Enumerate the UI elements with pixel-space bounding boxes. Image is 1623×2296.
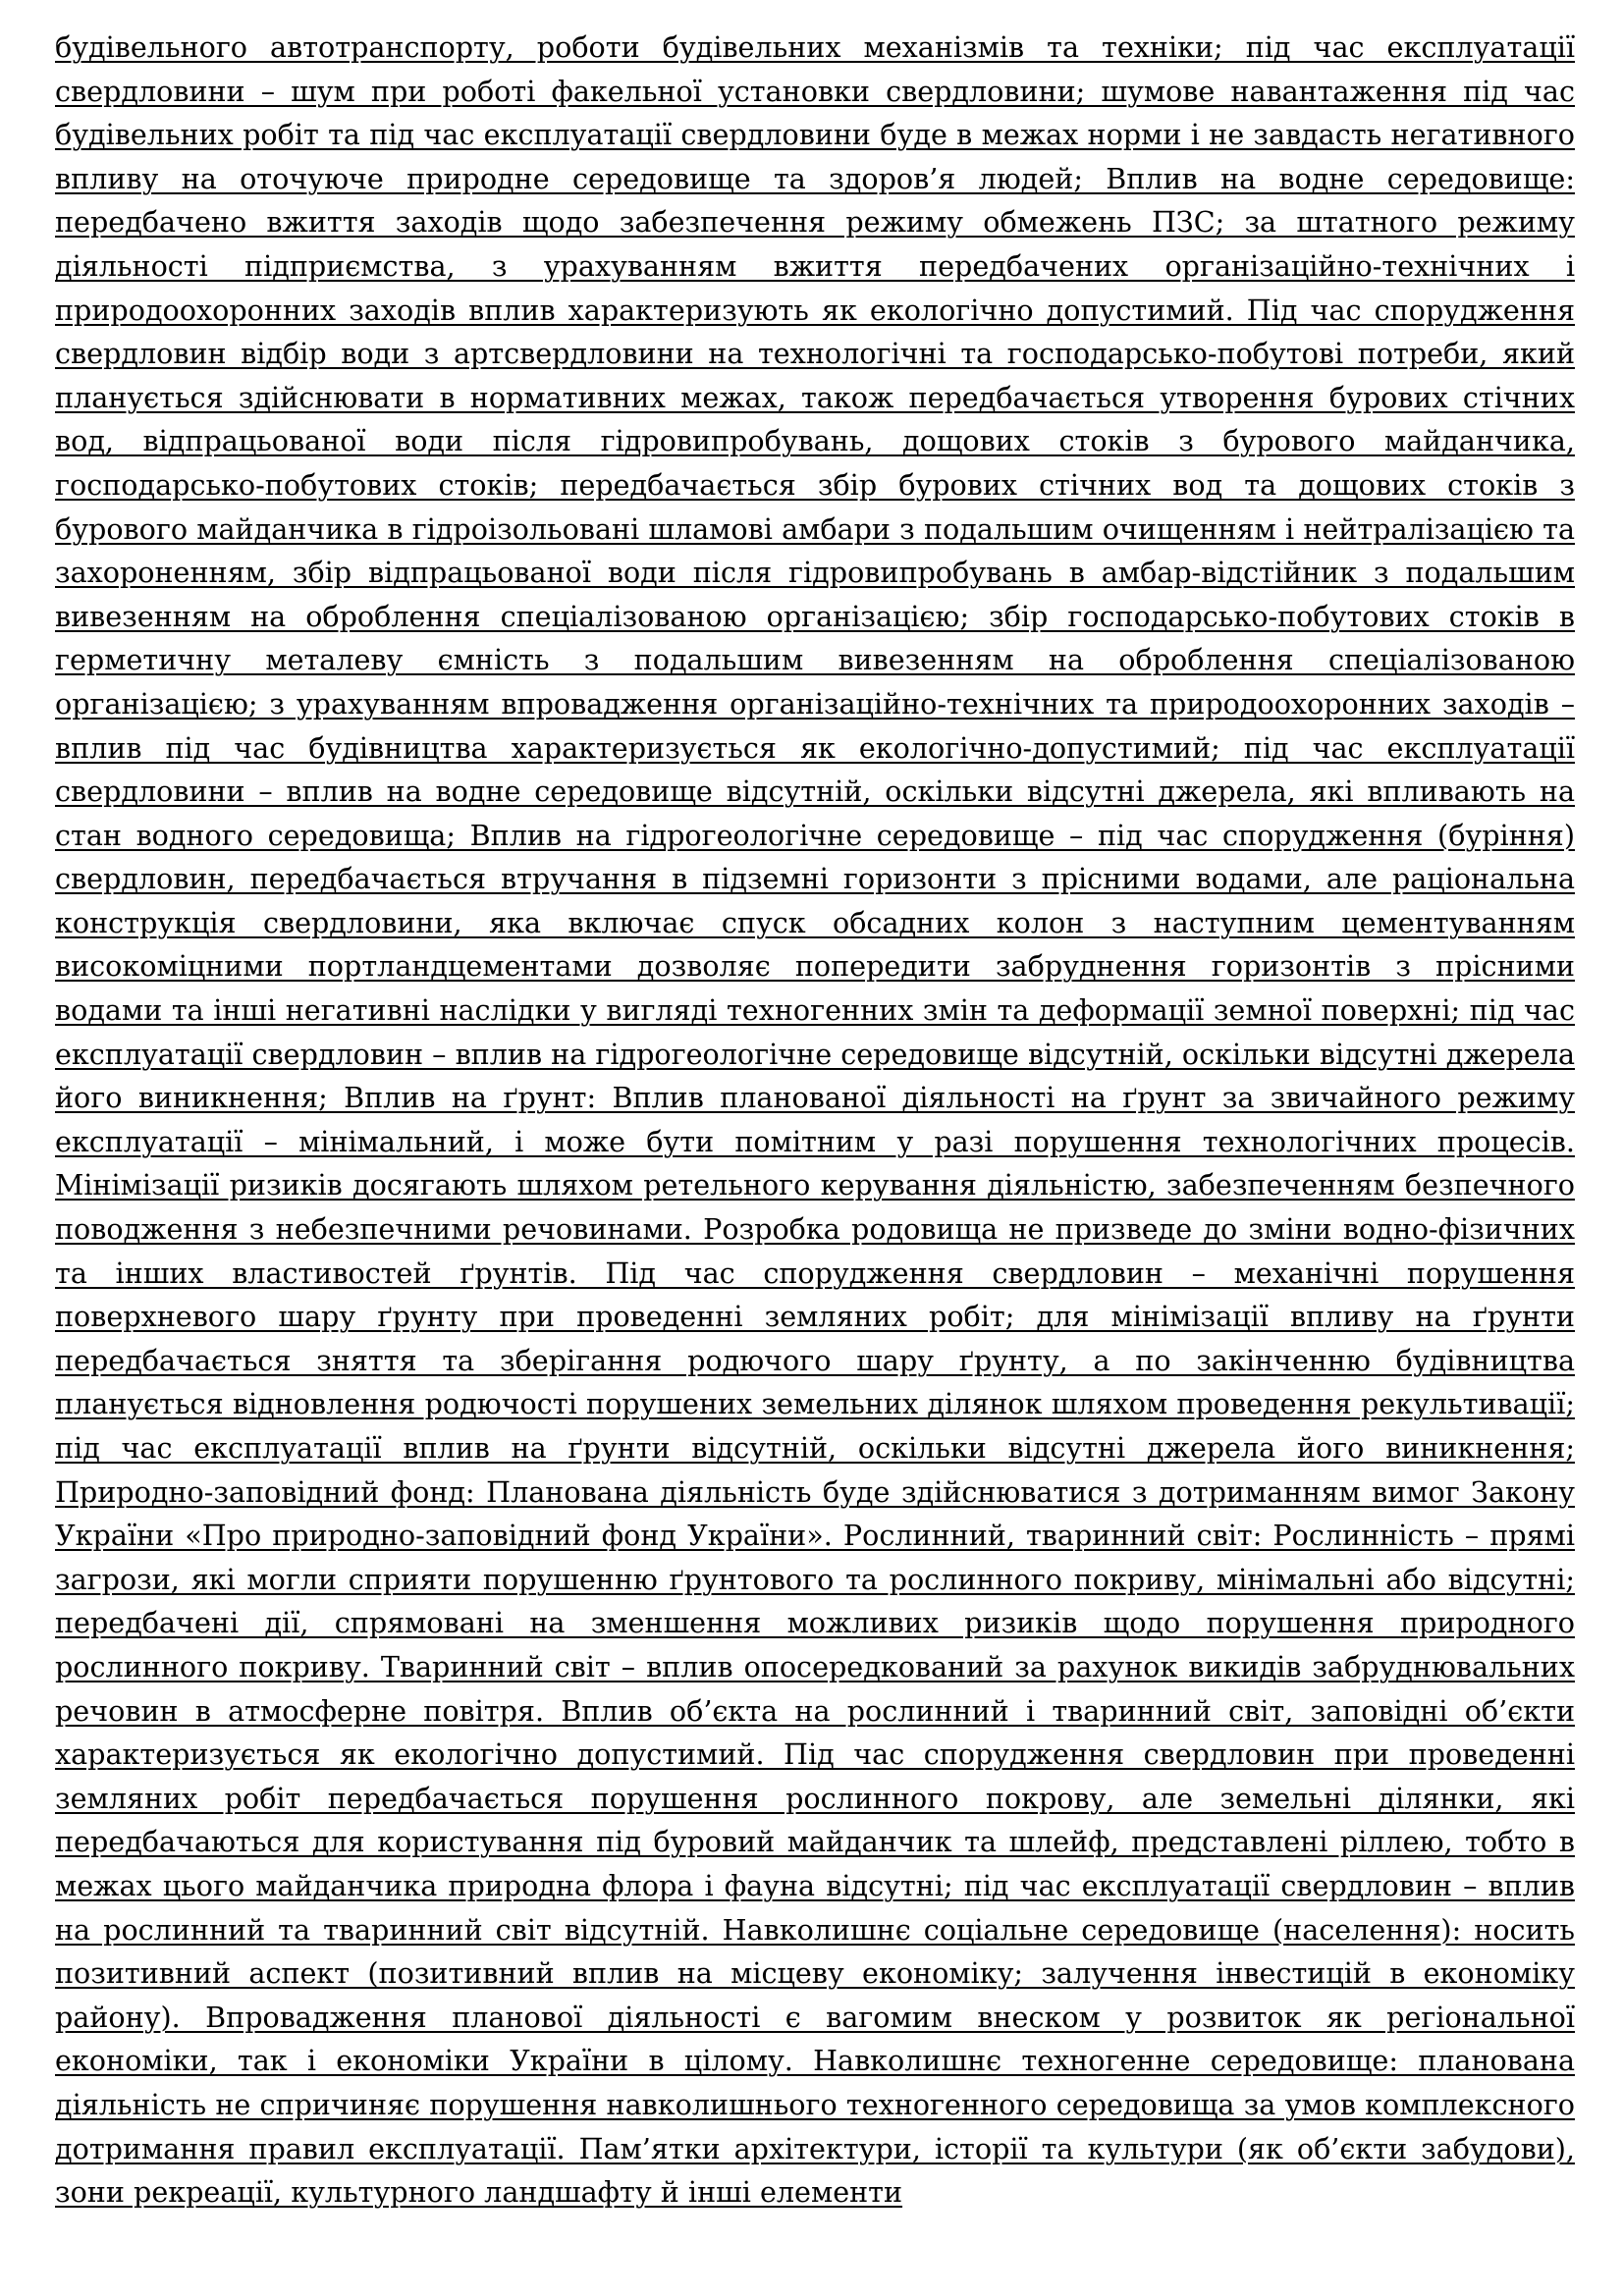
body-paragraph: будівельного автотранспорту, роботи будівельних механізмів та техніки; під час експлуатації свердловини – шум при роботі факельної установки свердловини; шумове навантаження під час будівельних робіт та під час експлуатації свердловини буде в межах норми і не завдасть негативного впливу на оточуюче природне середовище та здоров’я людей; Вплив на водне середовище: передбачено вжиття заходів щодо забезпечення режиму обмежень ПЗС; за штатного режиму діяльності підприємства, з урахуванням вжиття передбачених організаційно-технічних і природоохоронних заходів вплив характеризують як екологічно допустимий. Під час спорудження свердловин відбір води з артсвердловини на технологічні та господарсько-побутові потреби, який планується здійснювати в нормативних межах, також передбачається утворення бурових стічних вод, відпрацьованої води після гідровипробувань, дощових стоків з бурового майданчика, господарсько-побутових стоків; передбачається збір бурових стічних вод та дощових стоків з бурового майданчика в гідроізольовані шламові амбари з подальшим очищенням і нейтралізацією та захороненням, збір відпрацьованої води після гідровипробувань в амбар-відстійник з подальшим вивезенням на оброблення спеціалізованою організацією; збір господарсько-побутових стоків в герметичну металеву ємність з подальшим вивезенням на оброблення спеціалізованою організацією; з урахуванням впровадження організаційно-технічних та природоохоронних заходів – вплив під час будівництва характеризується як екологічно-допустимий; під час експлуатації свердловини – вплив на водне середовище відсутній, оскільки відсутні джерела, які впливають на стан водного середовища; Вплив на гідрогеологічне середовище – під час спорудження (буріння) свердловин, передбачається втручання в підземні горизонти з прісними водами, але раціональна конструкція свердловини, яка включає спуск обсадних колон з наступним цементуванням високоміцними портландцементами дозволяє попередити забруднення горизонтів з прісними водами та інші негативні наслідки у вигляді техногенних змін та деформації земної поверхні; під час експлуатації свердловин – вплив на гідрогеологічне середовище відсутній, оскільки відсутні джерела його виникнення; Вплив на ґрунт: Вплив планованої діяльності на ґрунт за звичайного режиму експлуатації – мінімальний, і може бути помітним у разі порушення технологічних процесів. Мінімізації ризиків досягають шляхом ретельного керування діяльністю, забезпеченням безпечного поводження з небезпечними речовинами. Розробка родовища не призведе до зміни водно-фізичних та інших властивостей ґрунтів. Під час спорудження свердловин – механічні порушення поверхневого шару ґрунту при проведенні земляних робіт; для мінімізації впливу на ґрунти передбачається зняття та зберігання родючого шару ґрунту, а по закінченню будівництва планується відновлення родючості порушених земельних ділянок шляхом проведення рекультивації; під час експлуатації вплив на ґрунти відсутній, оскільки відсутні джерела його виникнення; Природно-заповідний фонд: Планована діяльність буде здійснюватися з дотриманням вимог Закону України «Про природно-заповідний фонд України». Рослинний, тваринний світ: Рослинність – прямі загрози, які могли сприяти порушенню ґрунтового та рослинного покриву, мінімальні або відсутні; передбачені дії, спрямовані на зменшення можливих ризиків щодо порушення природного рослинного покриву. Тваринний світ – вплив опосередкований за рахунок викидів забруднювальних речовин в атмосферне повітря. Вплив об’єкта на рослинний і тваринний світ, заповідні об’єкти характеризується як екологічно допустимий. Під час спорудження свердловин при проведенні земляних робіт передбачається порушення рослинного покрову, але земельні ділянки, які передбачаються для користування під буровий майданчик та шлейф, представлені ріллею, тобто в межах цього майданчика природна флора і фауна відсутні; під час експлуатації свердловин – вплив на рослинний та тваринний світ відсутній. Навколишнє соціальне середовище (населення): носить позитивний аспект (позитивний вплив на місцеву економіку; залучення інвестицій в економіку району). Впровадження планової діяльності є вагомим внеском у розвиток як регіональної економіки, так і економіки України в цілому. Навколишнє техногенне середовище: планована діяльність не спричиняє порушення навколишнього техногенного середовища за умов комплексного дотримання правил експлуатації. Пам’ятки архітектури, історії та культури (як об’єкти забудови), зони рекреації, культурного ландшафту й інші елементи [55, 30, 1575, 2210]
document-page [55, 26, 1575, 2283]
